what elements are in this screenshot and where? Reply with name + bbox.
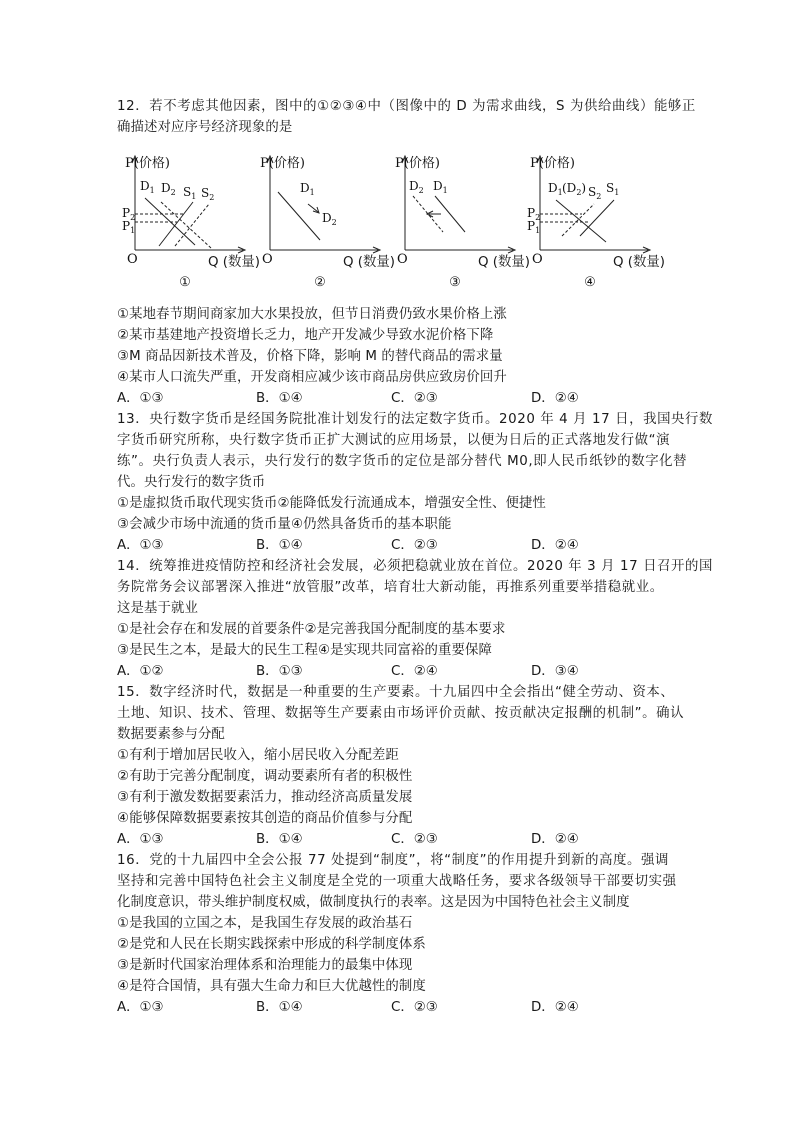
q12-item: ②某市基建地产投资增长乏力，地产开发减少导致水泥价格下降: [117, 328, 494, 343]
q-axis-label-2: Q (数量): [343, 255, 396, 270]
s2-label: $S_2$: [201, 186, 215, 202]
p-axis-label: P(价格): [125, 156, 170, 171]
q15-option-b[interactable]: B．①④: [256, 832, 303, 847]
q-axis-label-4: Q (数量): [613, 255, 666, 270]
q16-item: ②是党和人民在长期实践探索中形成的科学制度体系: [117, 937, 426, 952]
q16-item: ①是我国的立国之本，是我国生存发展的政治基石: [117, 916, 413, 931]
d1-curve: [278, 192, 320, 240]
p1-label: $P_1$: [122, 219, 136, 235]
d2-curve: [161, 202, 211, 248]
q13-stem: 13．央行数字货币是经国务院批准计划发行的法定数字货币。2020 年 4 月 17 日，我国央行数: [117, 412, 714, 427]
d1-label: $D_1$: [548, 181, 563, 197]
q15-stem: 数据要素参与分配: [117, 727, 225, 742]
d1-label: $D_1$: [300, 181, 315, 197]
q-axis-label-3: Q (数量): [478, 255, 531, 270]
svg-text:O: O: [262, 252, 273, 267]
q13-item: ①是虚拟货币取代现实货币②能降低发行流通成本，增强安全性、便捷性: [117, 496, 546, 511]
q16-option-a[interactable]: A．①③: [117, 1000, 164, 1015]
q13-stem: 代。央行发行的数字货币: [117, 475, 266, 490]
q12-item: ④某市人口流失严重，开发商相应减少该市商品房供应致房价回升: [117, 370, 507, 385]
svg-text:O: O: [397, 252, 408, 267]
d2-label: $D_2$: [161, 181, 176, 197]
q15-option-a[interactable]: A．①③: [117, 832, 164, 847]
q12-option-b[interactable]: B．①④: [256, 391, 303, 406]
s1-curve: [580, 200, 614, 236]
q15-option-c[interactable]: C．②③: [391, 832, 438, 847]
d-curve: [556, 200, 606, 242]
q15-item: ①有利于增加居民收入，缩小居民收入分配差距: [117, 748, 399, 763]
d2-label: $(D_2)$: [562, 181, 587, 197]
q15-item: ③有利于激发数据要素活力，推动经济高质量发展: [117, 790, 413, 805]
origin-label: O: [127, 252, 138, 267]
s1-label: $S_1$: [606, 181, 620, 197]
q16-option-c[interactable]: C．②③: [391, 1000, 438, 1015]
q15-item: ②有助于完善分配制度，调动要素所有者的积极性: [117, 769, 413, 784]
svg-text:P(价格): P(价格): [530, 156, 575, 171]
svg-text:P(价格): P(价格): [395, 156, 440, 171]
q13-option-d[interactable]: D．②④: [531, 538, 579, 553]
p1-label: $P_1$: [527, 219, 541, 235]
q16-stem: 16．党的十九届四中全会公报 77 处提到“制度”，将“制度”的作用提升到新的高度。强调: [117, 853, 670, 868]
d1-label: $D_1$: [433, 179, 448, 195]
q12-option-a[interactable]: A．①③: [117, 391, 164, 406]
q14-option-c[interactable]: C．②④: [391, 664, 438, 679]
q15-item: ④能够保障数据要素按其创造的商品价值参与分配: [117, 811, 413, 826]
q16-item: ③是新时代国家治理体系和治理能力的最集中体现: [117, 958, 413, 973]
q15-stem: 15．数字经济时代，数据是一种重要的生产要素。十九届四中全会指出“健全劳动、资本、: [117, 685, 675, 700]
s1-curve: [159, 202, 193, 246]
q13-stem: 练”。央行负责人表示，央行发行的数字货币的定位是部分替代 M0,即人民币纸钞的数字化替: [117, 454, 688, 469]
q12-item: ③M 商品因新技术普及，价格下降，影响 M 的替代商品的需求量: [117, 349, 503, 364]
d2-label: $D_2$: [322, 211, 337, 227]
q14-option-d[interactable]: D．③④: [531, 664, 579, 679]
graph-caption-3: ③: [449, 275, 461, 290]
q14-item: ③是民生之本，是最大的民生工程④是实现共同富裕的重要保障: [117, 643, 492, 658]
q12-item: ①某地春节期间商家加大水果投放，但节日消费仍致水果价格上涨: [117, 307, 507, 322]
q15-stem: 土地、知识、技术、管理、数据等生产要素由市场评价贡献、按贡献决定报酬的机制”。确认: [117, 706, 685, 721]
q16-option-b[interactable]: B．①④: [256, 1000, 303, 1015]
s1-label: $S_1$: [183, 185, 197, 201]
q14-option-a[interactable]: A．①②: [117, 664, 164, 679]
q15-option-d[interactable]: D．②④: [531, 832, 579, 847]
q-axis-label-1: Q (数量): [208, 255, 261, 270]
q13-option-a[interactable]: A．①③: [117, 538, 164, 553]
q14-stem: 14．统筹推进疫情防控和经济社会发展，必须把稳就业放在首位。2020 年 3 月 17 日召开的国: [117, 559, 714, 574]
d2-label: $D_2$: [409, 179, 424, 195]
q14-item: ①是社会存在和发展的首要条件②是完善我国分配制度的基本要求: [117, 622, 506, 637]
q13-item: ③会减少市场中流通的货币量④仍然具备货币的基本职能: [117, 517, 452, 532]
q14-stem: 这是基于就业: [117, 601, 198, 616]
q12-option-c[interactable]: C．②③: [391, 391, 438, 406]
graph-caption-1: ①: [179, 275, 191, 290]
svg-text:O: O: [532, 252, 543, 267]
d1-label: $D_1$: [140, 179, 155, 195]
q13-option-c[interactable]: C．②③: [391, 538, 438, 553]
s2-curve: [175, 204, 209, 246]
q16-option-d[interactable]: D．②④: [531, 1000, 579, 1015]
s2-label: $S_2$: [588, 185, 602, 201]
graph-caption-4: ④: [584, 275, 596, 290]
q16-stem: 化制度意识，带头维护制度权威，做制度执行的表率。这是因为中国特色社会主义制度: [117, 895, 630, 910]
q12-option-d[interactable]: D．②④: [531, 391, 579, 406]
shift-arrow: [308, 204, 318, 212]
graph-caption-2: ②: [314, 275, 326, 290]
q12-stem-line-2: 确描述对应序号经济现象的是: [117, 120, 293, 135]
q13-option-b[interactable]: B．①④: [256, 538, 303, 553]
q14-stem: 务院常务会议部署深入推进“放管服”改革，培育壮大新动能，再推系列重要举措稳就业。: [117, 580, 664, 595]
q12-stem-line-1: 12．若不考虑其他因素，图中的①②③④中（图像中的 D 为需求曲线，S 为供给曲线）能够正: [117, 99, 696, 114]
q16-item: ④是符合国情，具有强大生命力和巨大优越性的制度: [117, 979, 426, 994]
p2-label: $P_2$: [527, 206, 541, 222]
q13-stem: 字货币研究所称，央行数字货币正扩大测试的应用场景，以便为日后的正式落地发行做“演: [117, 433, 671, 448]
p2-label: $P_2$: [122, 206, 136, 222]
svg-text:P(价格): P(价格): [260, 156, 305, 171]
q16-stem: 坚持和完善中国特色社会主义制度是全党的一项重大战略任务，要求各级领导干部要切实强: [117, 874, 677, 889]
q14-option-b[interactable]: B．①③: [256, 664, 303, 679]
